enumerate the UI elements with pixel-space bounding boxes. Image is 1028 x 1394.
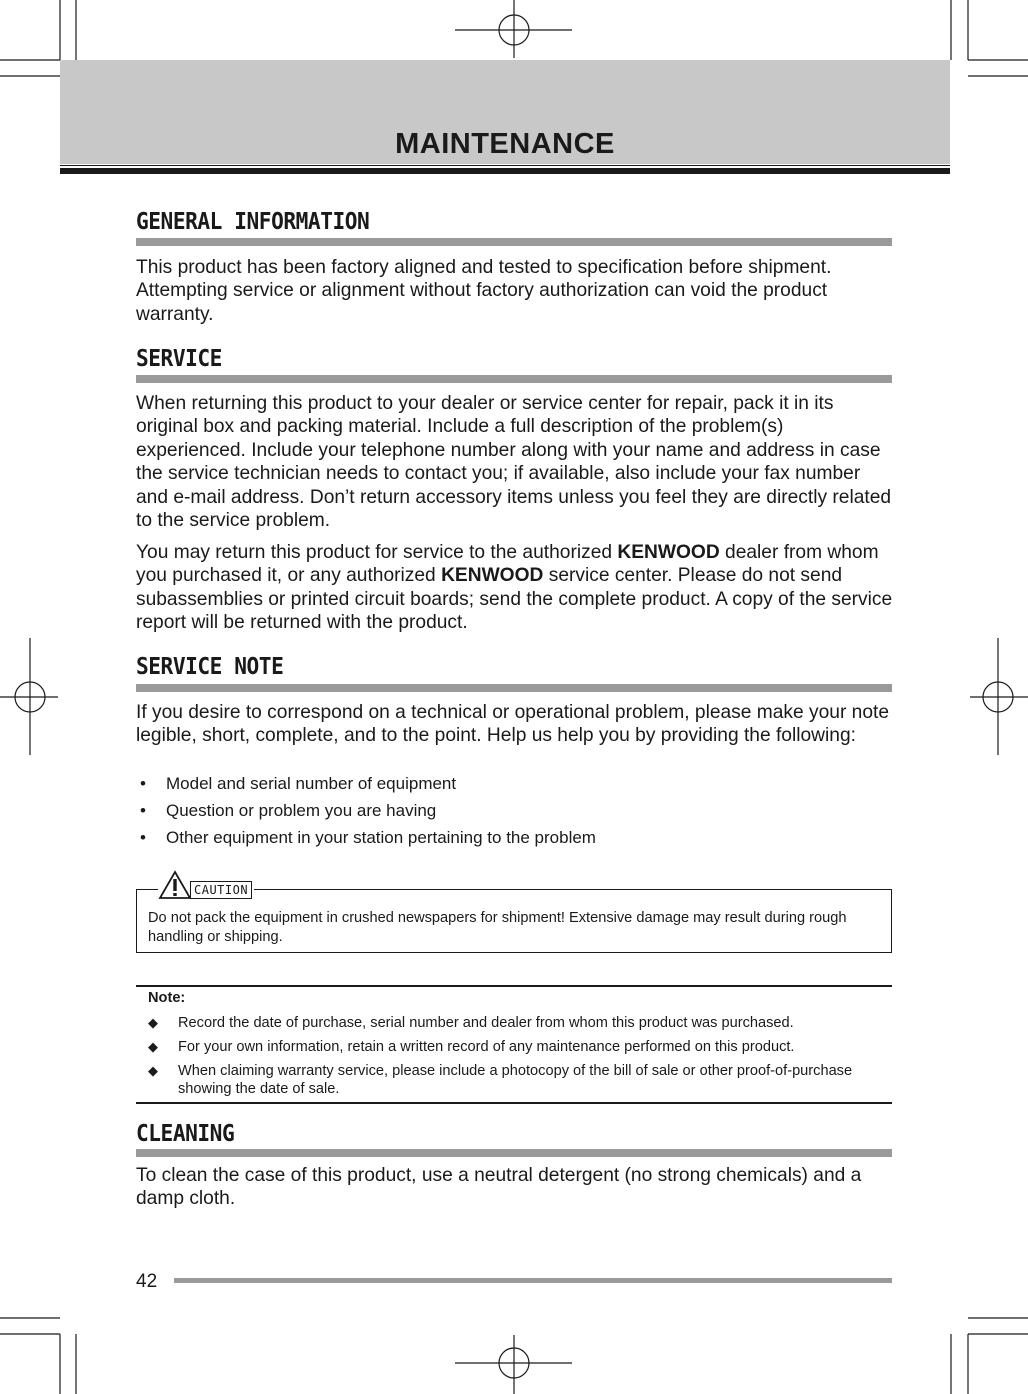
- list-item: • Other equipment in your station pertaining to the problem: [140, 828, 596, 847]
- list-item: ◆ Record the date of purchase, serial number and dealer from whom this product was purchased.: [148, 1015, 794, 1031]
- caution-label: [158, 870, 254, 900]
- page-title: MAINTENANCE: [395, 128, 615, 160]
- list-item: ◆ When claiming warranty service, please include a photocopy of the bill of sale or other proof-of-purchase showing the date of sale.: [148, 1063, 853, 1097]
- bullet-icon: •: [140, 774, 146, 793]
- header-rule-thick: [60, 168, 950, 174]
- diamond-bullet-icon: ◆: [148, 1063, 158, 1078]
- service-heading: SERVICE: [136, 346, 222, 372]
- cleaning-text: To clean the case of this product, use a neutral detergent (no strong chemicals) and a damp cloth.: [136, 1165, 862, 1210]
- service-note-heading: SERVICE NOTE: [136, 654, 284, 680]
- bullet-icon: •: [140, 801, 146, 820]
- brand-name: KENWOOD: [617, 542, 720, 563]
- page-number: 42: [136, 1271, 158, 1292]
- caution-text: Do not pack the equipment in crushed newspapers for shipment! Extensive damage may result during rough handling or shipping.: [148, 910, 847, 945]
- general-information-text: This product has been factory aligned and tested to specification before shipment. Attempting service or alignment without factory authorization can void the product warranty.: [136, 257, 832, 325]
- cleaning-heading: CLEANING: [136, 1121, 235, 1147]
- note-rule-top: [136, 985, 892, 987]
- brand-name: KENWOOD: [441, 565, 544, 587]
- list-item: • Model and serial number of equipment: [140, 774, 457, 793]
- service-text: When returning this product to your dealer or service center for repair, pack it in its original box and packing material. Include a full description of the problem(s) experienced. Include your telephone number along with your name and address in case the service technician needs to contact you; if available, also include your fax number and e-mail address. Don’t return accessory items unless you feel they are directly related to the service problem.: [136, 393, 892, 532]
- caution-tag: CAUTION: [190, 881, 252, 899]
- list-item: • Question or problem you are having: [140, 801, 437, 820]
- diamond-bullet-icon: ◆: [148, 1039, 158, 1054]
- header-rule-thin: [60, 165, 950, 166]
- general-information-rule: [136, 238, 892, 246]
- note-title: Note:: [148, 990, 186, 1006]
- warning-triangle-icon: [158, 870, 192, 900]
- service-rule: [136, 375, 892, 383]
- service-note-text: If you desire to correspond on a technical or operational problem, please make your note legible, short, complete, and to the point. Help us help you by providing the following:: [136, 702, 890, 747]
- note-rule-bottom: [136, 1102, 892, 1104]
- footer-rule: [174, 1278, 892, 1283]
- diamond-bullet-icon: ◆: [148, 1015, 158, 1030]
- general-information-heading: GENERAL INFORMATION: [136, 209, 370, 235]
- cleaning-rule: [136, 1149, 892, 1157]
- service-note-list: [136, 774, 892, 855]
- note-list: [148, 1014, 888, 1104]
- service-return-text: You may return this product for service to the authorized KENWOOD dealer from whom you purchased it, or any authorized KENWOOD service center. Please do not send subassemblies or printed circuit boards; send the complete product. A copy of the service report will be returned with the product.: [136, 542, 893, 634]
- bullet-icon: •: [140, 828, 146, 847]
- list-item: ◆ For your own information, retain a written record of any maintenance performed on this product.: [148, 1039, 795, 1055]
- service-note-rule: [136, 684, 892, 692]
